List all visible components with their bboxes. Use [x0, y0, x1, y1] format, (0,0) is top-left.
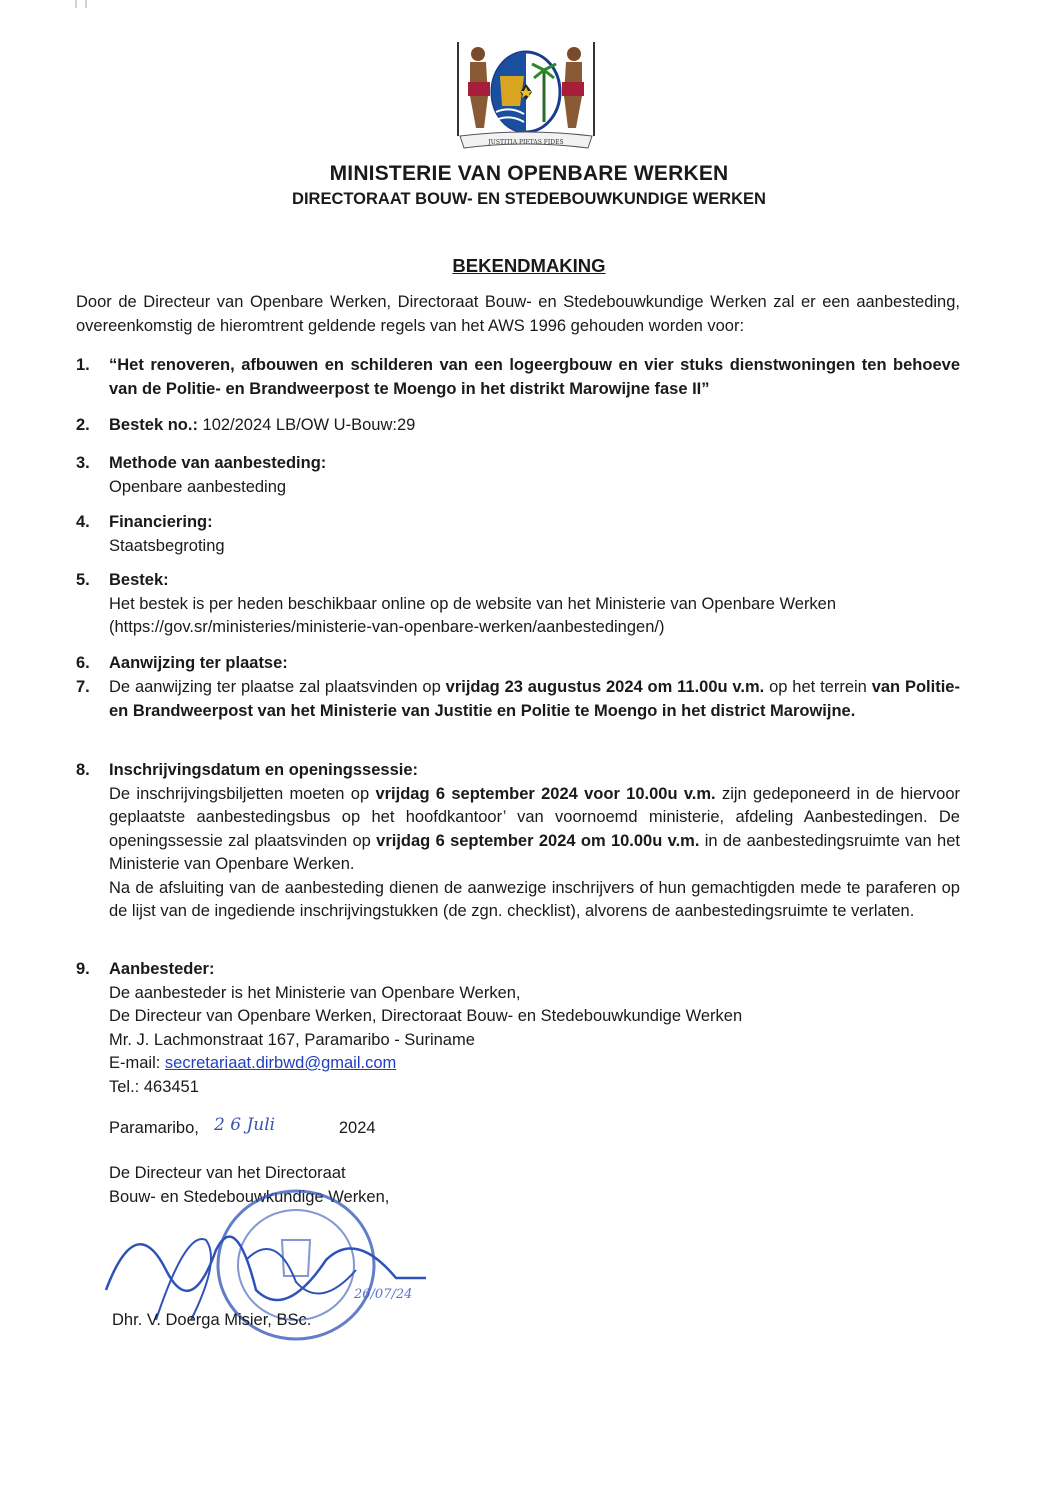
director-line: De Directeur van Openbare Werken, Directoraat Bouw- en Stedebouwkundige Werken	[109, 1007, 743, 1025]
list-item-8	[76, 759, 960, 924]
list-item-4	[76, 511, 960, 558]
item-label: Bestek:	[109, 571, 169, 589]
item-label: Methode van aanbesteding:	[109, 454, 327, 472]
item-number: 1.	[76, 356, 90, 374]
item-label: Financiering:	[109, 513, 213, 531]
contracting-authority: De aanbesteder is het Ministerie van Openbare Werken,	[109, 983, 521, 1002]
item-text: in de aanbestedingsruimte van het Ministerie van Openbare Werken.	[109, 831, 960, 873]
item-value: Staatsbegroting	[109, 536, 225, 555]
item-text: zijn gedeponeerd in de hiervoor geplaatste aanbestedingsbus op het hoofdkantoor’ van voornoemd ministerie, afdeling Aanbestedingen. De openingssessie zal plaatsvinden op	[109, 784, 960, 850]
scan-edge-mark	[72, 0, 100, 10]
item-label: Bestek no.:	[109, 416, 198, 434]
item-text: De aanwijzing ter plaatse zal plaatsvinden op	[109, 678, 446, 696]
item-label: Aanbesteder:	[109, 960, 215, 978]
project-title: “Het renoveren, afbouwen en schilderen van een logeergbouw en vier stuks dienstwoningen ten behoeve van de Politie- en Brandweerpost te Moengo in het distrikt Marowijne fase II”	[109, 356, 960, 398]
item-number: 6.	[76, 654, 90, 672]
item-number: 9.	[76, 960, 90, 978]
site-visit-location: van Politie- en Brandweerpost van het Ministerie van Justitie en Politie te Moengo in het district Marowijne.	[109, 678, 960, 720]
directorate-heading: DIRECTORAAT BOUW- EN STEDEBOUWKUNDIGE WERKEN	[292, 190, 766, 208]
handwritten-date: 2 6 Juli	[214, 1115, 276, 1135]
signatory-title-line-2: Bouw- en Stedebouwkundige Werken,	[109, 1187, 390, 1206]
item-label: Aanwijzing ter plaatse:	[109, 654, 288, 672]
signoff-date-line	[76, 1117, 960, 1141]
email-label: E-mail:	[109, 1054, 165, 1072]
item-paragraph: Na de afsluiting van de aanbesteding dienen de aanwezige inschrijvers of hun gemachtigden mede te paraferen op de lijst van de ingediende inschrijvingstukken (de zgn. checklist), alvorens de aanbestedingsruimte te verlaten.	[109, 878, 960, 920]
ministry-heading: MINISTERIE VAN OPENBARE WERKEN	[329, 162, 729, 185]
address: Mr. J. Lachmonstraat 167, Paramaribo - Suriname	[109, 1030, 475, 1049]
opening-session-datetime: vrijdag 6 september 2024 om 10.00u v.m.	[376, 831, 700, 850]
list-item-9	[76, 958, 960, 1099]
phone-number: Tel.: 463451	[109, 1077, 199, 1096]
item-value: Openbare aanbesteding	[109, 477, 287, 496]
email-link[interactable]: secretariaat.dirbwd@gmail.com	[164, 1054, 397, 1072]
list-item-7	[76, 676, 960, 723]
item-number: 7.	[76, 678, 90, 696]
item-label: Inschrijvingsdatum en openingssessie:	[109, 761, 418, 779]
item-number: 5.	[76, 571, 90, 589]
list-item-2	[76, 414, 960, 438]
item-text: De inschrijvingsbiljetten moeten op	[109, 784, 376, 803]
site-visit-datetime: vrijdag 23 augustus 2024 om 11.00u v.m.	[445, 678, 765, 696]
item-value: Het bestek is per heden beschikbaar online op de website van het Ministerie van Openbare Werken (https://gov.sr/ministeries/ministerie-van-openbare-werken/aanbestedingen/)	[109, 594, 837, 636]
item-number: 3.	[76, 454, 90, 472]
signatory-name: Dhr. V. Doerga Misier, BSc.	[112, 1311, 312, 1329]
intro-paragraph: Door de Directeur van Openbare Werken, Directoraat Bouw- en Stedebouwkundige Werken zal er een aanbesteding, overeenkomstig de hieromtrent geldende regels van het AWS 1996 gehouden worden voor:	[76, 293, 960, 335]
coat-of-arms-icon	[440, 36, 612, 152]
document-title: BEKENDMAKING	[452, 255, 606, 276]
submission-deadline: vrijdag 6 september 2024 voor 10.00u v.m.	[375, 784, 716, 803]
list-item-1	[76, 354, 960, 401]
signatory-title-line-1: De Directeur van het Directoraat	[109, 1164, 346, 1182]
item-text: op het terrein	[764, 678, 872, 696]
item-number: 2.	[76, 416, 90, 434]
item-number: 8.	[76, 761, 90, 779]
place-label: Paramaribo,	[109, 1119, 199, 1137]
stamp-date: 26/07/24	[354, 1287, 413, 1302]
list-item-6	[76, 652, 960, 676]
list-item-3	[76, 452, 960, 499]
item-number: 4.	[76, 513, 90, 531]
list-item-5	[76, 569, 960, 640]
year: 2024	[338, 1119, 376, 1137]
bestek-number: 102/2024 LB/OW U-Bouw:29	[197, 416, 416, 434]
crest-motto: JUSTITIA PIETAS FIDES	[488, 139, 564, 146]
